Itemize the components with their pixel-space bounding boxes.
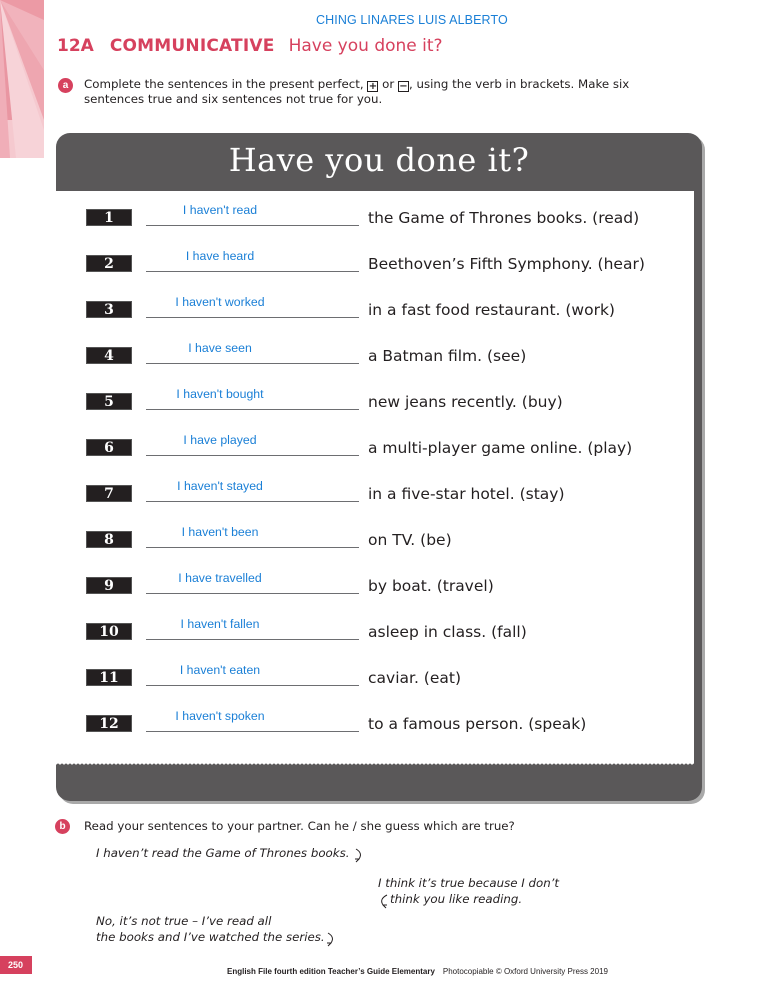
answer-line: [146, 547, 359, 548]
sentence-row: [56, 475, 696, 505]
sentence-row: [56, 429, 696, 459]
sentence-prompt: to a famous person. (speak): [368, 715, 587, 733]
unit-heading: [57, 36, 443, 56]
copyright: Photocopiable © Oxford University Press 2019: [442, 967, 608, 976]
answer-field[interactable]: I haven't been: [181, 525, 259, 539]
item-number: 8: [86, 531, 132, 548]
exercise-b-badge: b: [55, 819, 70, 834]
sentence-row: [56, 383, 696, 413]
item-number: 6: [86, 439, 132, 456]
plus-box-icon: +: [368, 81, 378, 92]
sentence-row: [56, 521, 696, 551]
sentence-prompt: in a five-star hotel. (stay): [368, 485, 565, 503]
dialogue-text: I think it’s true because I don’t: [378, 876, 560, 890]
dialogue-line: [378, 875, 559, 909]
dialogue-text: the books and I’ve watched the series.: [96, 930, 325, 944]
decorative-corner-rays: [0, 0, 44, 158]
sentence-prompt: the Game of Thrones books. (read): [368, 209, 640, 227]
item-number: 12: [86, 715, 132, 732]
card-title: Have you done it?: [228, 141, 530, 179]
instruction-text: Complete the sentences in the present perfect,: [84, 77, 368, 91]
sentence-prompt: on TV. (be): [368, 531, 452, 549]
answer-line: [146, 731, 359, 732]
answer-field[interactable]: I haven't eaten: [179, 663, 261, 677]
item-number: 2: [86, 255, 132, 272]
unit-code: 12A: [57, 36, 94, 56]
answer-line: [146, 639, 359, 640]
zigzag-border-top: [56, 187, 696, 195]
unit-type: COMMUNICATIVE: [109, 36, 275, 56]
sentence-prompt: asleep in class. (fall): [368, 623, 527, 641]
book-title: English File fourth edition Teacher’s Guide Elementary: [227, 967, 435, 976]
answer-field[interactable]: I have heard: [185, 249, 255, 263]
sentence-prompt: caviar. (eat): [368, 669, 462, 687]
sentence-row: [56, 245, 696, 275]
sentence-row: [56, 291, 696, 321]
minus-box-icon: −: [399, 81, 408, 92]
sentence-prompt: by boat. (travel): [368, 577, 494, 595]
answer-line: [146, 593, 359, 594]
answer-line: [146, 685, 359, 686]
answer-line: [146, 455, 359, 456]
speech-curl-icon: [378, 893, 390, 909]
answer-line: [146, 363, 359, 364]
unit-title: Have you done it?: [288, 36, 443, 56]
page-number: 250: [0, 956, 32, 974]
sentence-row: [56, 659, 696, 689]
sentence-row: [56, 705, 696, 735]
item-number: 7: [86, 485, 132, 502]
sentence-prompt: in a fast food restaurant. (work): [368, 301, 615, 319]
answer-field[interactable]: I haven't read: [182, 203, 258, 217]
sentence-row: [56, 337, 696, 367]
answer-field[interactable]: I haven't stayed: [177, 479, 263, 493]
item-number: 5: [86, 393, 132, 410]
answer-line: [146, 409, 359, 410]
answer-field[interactable]: I haven't bought: [176, 387, 264, 401]
item-number: 11: [86, 669, 132, 686]
speech-curl-icon: [353, 847, 365, 863]
answer-field[interactable]: I haven't worked: [175, 295, 265, 309]
dialogue-text: I haven’t read the Game of Thrones books.: [96, 846, 350, 860]
sentence-prompt: a multi-player game online. (play): [368, 439, 633, 457]
answer-field[interactable]: I have seen: [188, 341, 252, 355]
exercise-b-instruction: Read your sentences to your partner. Can he / she guess which are true?: [84, 819, 515, 833]
answer-field[interactable]: I have played: [183, 433, 257, 447]
answer-field[interactable]: I have travelled: [178, 571, 262, 585]
sentence-prompt: a Batman film. (see): [368, 347, 527, 365]
dialogue-line: [96, 913, 337, 947]
answer-line: [146, 225, 359, 226]
zigzag-border-bottom: [56, 761, 696, 769]
dialogue-line: [96, 845, 365, 863]
answer-field[interactable]: I haven't spoken: [175, 709, 265, 723]
footer: [227, 967, 608, 976]
instruction-text: , using the verb in brackets. Make six sentences true and six sentences not true for you.: [84, 77, 630, 106]
dialogue-text: No, it’s not true – I’ve read all: [96, 914, 272, 928]
exercise-card: [56, 133, 702, 801]
student-name: CHING LINARES LUIS ALBERTO: [316, 13, 508, 27]
answer-line: [146, 317, 359, 318]
answer-field[interactable]: I haven't fallen: [180, 617, 260, 631]
sentence-prompt: Beethoven’s Fifth Symphony. (hear): [368, 255, 645, 273]
or-text: or: [378, 77, 398, 91]
exercise-a-instruction: [84, 77, 684, 107]
sentence-row: [56, 613, 696, 643]
sentence-row: [56, 567, 696, 597]
item-number: 10: [86, 623, 132, 640]
exercise-a-badge: a: [58, 78, 73, 93]
item-number: 3: [86, 301, 132, 318]
speech-curl-icon: [325, 931, 337, 947]
item-number: 1: [86, 209, 132, 226]
sentence-prompt: new jeans recently. (buy): [368, 393, 563, 411]
answer-line: [146, 271, 359, 272]
card-body: [56, 191, 696, 765]
answer-line: [146, 501, 359, 502]
dialogue-text: think you like reading.: [390, 892, 523, 906]
sentence-row: [56, 199, 696, 229]
item-number: 9: [86, 577, 132, 594]
item-number: 4: [86, 347, 132, 364]
